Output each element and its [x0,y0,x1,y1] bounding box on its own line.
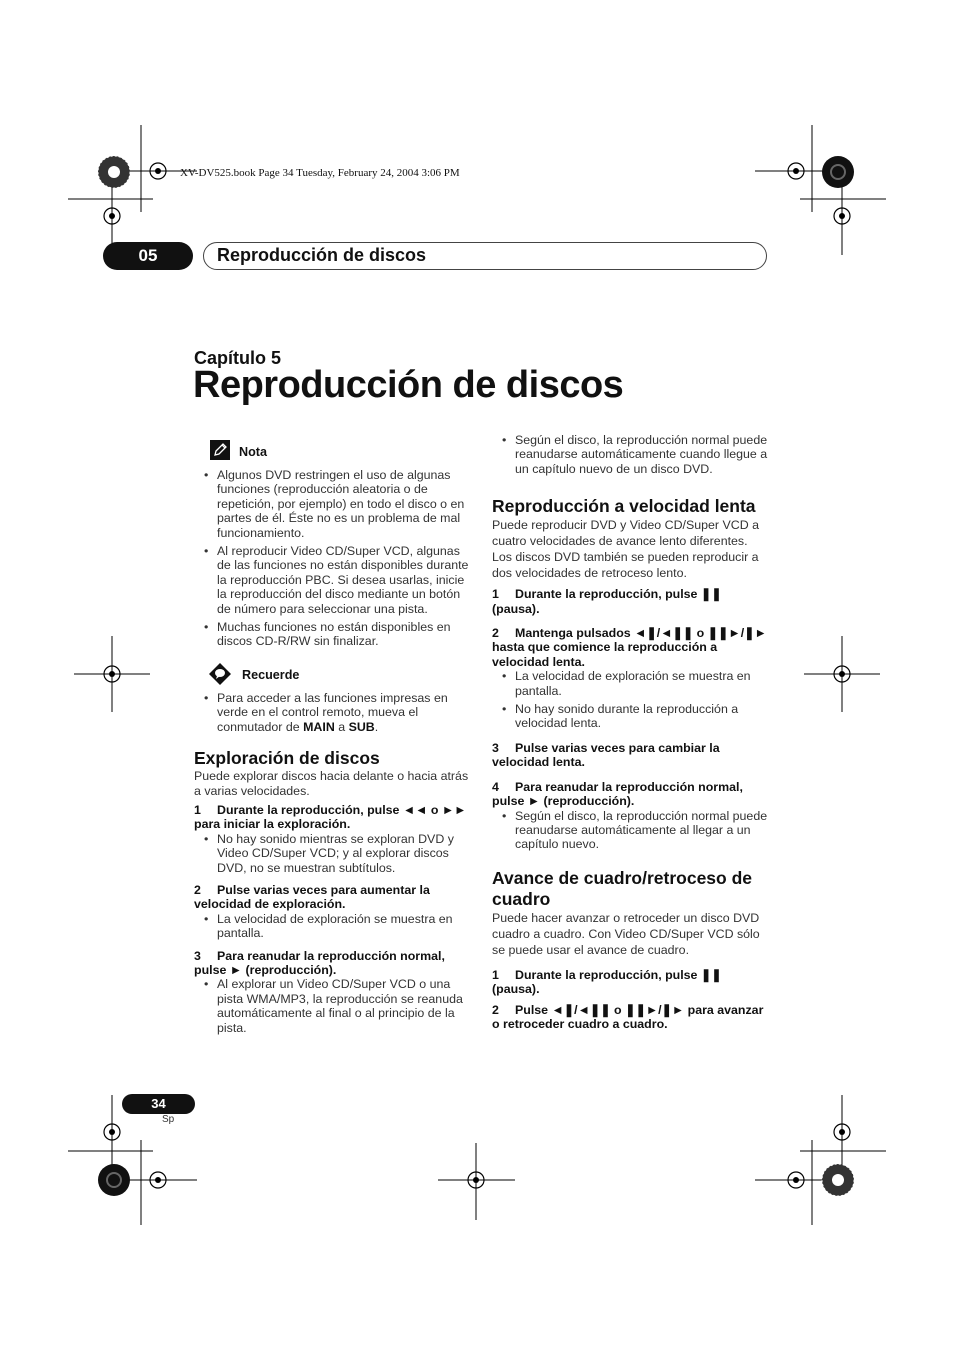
recuerde-list [194,691,471,734]
step: 1 Durante la reproducción, pulse ❚❚ (pausa). [492,587,722,616]
nota-label: Nota [239,445,267,459]
list-item: • Según el disco, la reproducción normal puede reanudarse automáticamente al llegar a un capítulo nuevo. [492,809,768,852]
list-item: • Al explorar un Video CD/Super VCD o una pista WMA/MP3, la reproducción se reanuda automáticamente al final o al principio de la pista. [194,977,471,1035]
chapter-label: Capítulo 5 [194,348,282,368]
page-number: 34 [122,1094,195,1114]
list-item: • Algunos DVD restringen el uso de algunas funciones (reproducción aleatoria o de repetición, por ejemplo) en todo el disco o en partes de él. Éste no es un problema de mal funcionamiento. [194,468,471,540]
right-column [492,433,768,1031]
section-heading-lenta: Reproducción a velocidad lenta [492,496,756,517]
step: 3 Para reanudar la reproducción normal, pulse ► (reproducción). [194,948,445,977]
chapter-header-bar [203,242,767,270]
section-intro: Puede explorar discos hacia delante o hacia atrás a varias velocidades. [194,769,469,798]
pencil-note-icon [210,440,230,460]
step: 1 Durante la reproducción, pulse ❚❚ (pausa). [492,967,722,997]
step: 2 Mantenga pulsados ◄❚/◄❚❚ o ❚❚►/❚► hasta que comience la reproducción a velocidad lenta. [492,626,767,669]
page-language: Sp [162,1114,175,1125]
section-intro: Puede hacer avanzar o retroceder un disco DVD cuadro a cuadro. Con Video CD/Super VCD sólo se puede usar el avance de cuadro. [492,910,760,957]
section-intro: Puede reproducir DVD y Video CD/Super VCD a cuatro velocidades de avance lento diferentes. Los discos DVD también se pueden reproducir a dos velocidades de retroceso lento. [492,518,759,581]
list-item: • Muchas funciones no están disponibles en discos CD-R/RW sin finalizar. [194,620,471,649]
list-item: • La velocidad de exploración se muestra en pantalla. [194,912,471,941]
nota-header [194,440,471,462]
recuerde-header [194,663,471,685]
list-item: • Según el disco, la reproducción normal puede reanudarse automáticamente cuando llegue a un capítulo nuevo de un disco DVD. [492,433,768,476]
reminder-icon [209,663,231,685]
section-heading-exploracion: Exploración de discos [194,748,380,769]
chapter-number-badge: 05 [103,242,193,270]
list-item: • Al reproducir Video CD/Super VCD, algunas de las funciones no están disponibles durante la reproducción PBC. Si desea usarlas, inicie la reproducción del disco mediante un botón de número para seleccionar una pista. [194,544,471,616]
nota-list [194,468,471,649]
step: 2 Pulse ◄❚/◄❚❚ o ❚❚►/❚► para avanzar o retroceder cuadro a cuadro. [492,1002,764,1031]
list-item: • No hay sonido durante la reproducción a velocidad lenta. [492,702,768,731]
book-file-info: XV-DV525.book Page 34 Tuesday, February 24, 2004 3:06 PM [180,167,460,179]
page-title: Reproducción de discos [193,364,624,406]
list-item: • No hay sonido mientras se exploran DVD y Video CD/Super VCD; y al explorar discos DVD, no se muestran subtítulos. [194,832,471,875]
step: 2 Pulse varias veces para aumentar la velocidad de exploración. [194,882,430,912]
recuerde-label: Recuerde [242,667,300,682]
main-key: MAIN [303,719,335,734]
list-item: • Para acceder a las funciones impresas en verde en el control remoto, mueva el conmutador de MAIN a SUB. [194,691,471,734]
chapter-header-title: Reproducción de discos [217,245,427,265]
sub-key: SUB [348,719,375,734]
section-heading-avance: Avance de cuadro/retroceso de cuadro [492,867,753,909]
left-column [194,440,471,1039]
list-item: • La velocidad de exploración se muestra en pantalla. [492,669,768,698]
step: 4 Para reanudar la reproducción normal, pulse ► (reproducción). [492,779,743,809]
step: 3 Pulse varias veces para cambiar la velocidad lenta. [492,740,720,770]
step: 1 Durante la reproducción, pulse ◄◄ o ►► para iniciar la exploración. [194,802,467,832]
